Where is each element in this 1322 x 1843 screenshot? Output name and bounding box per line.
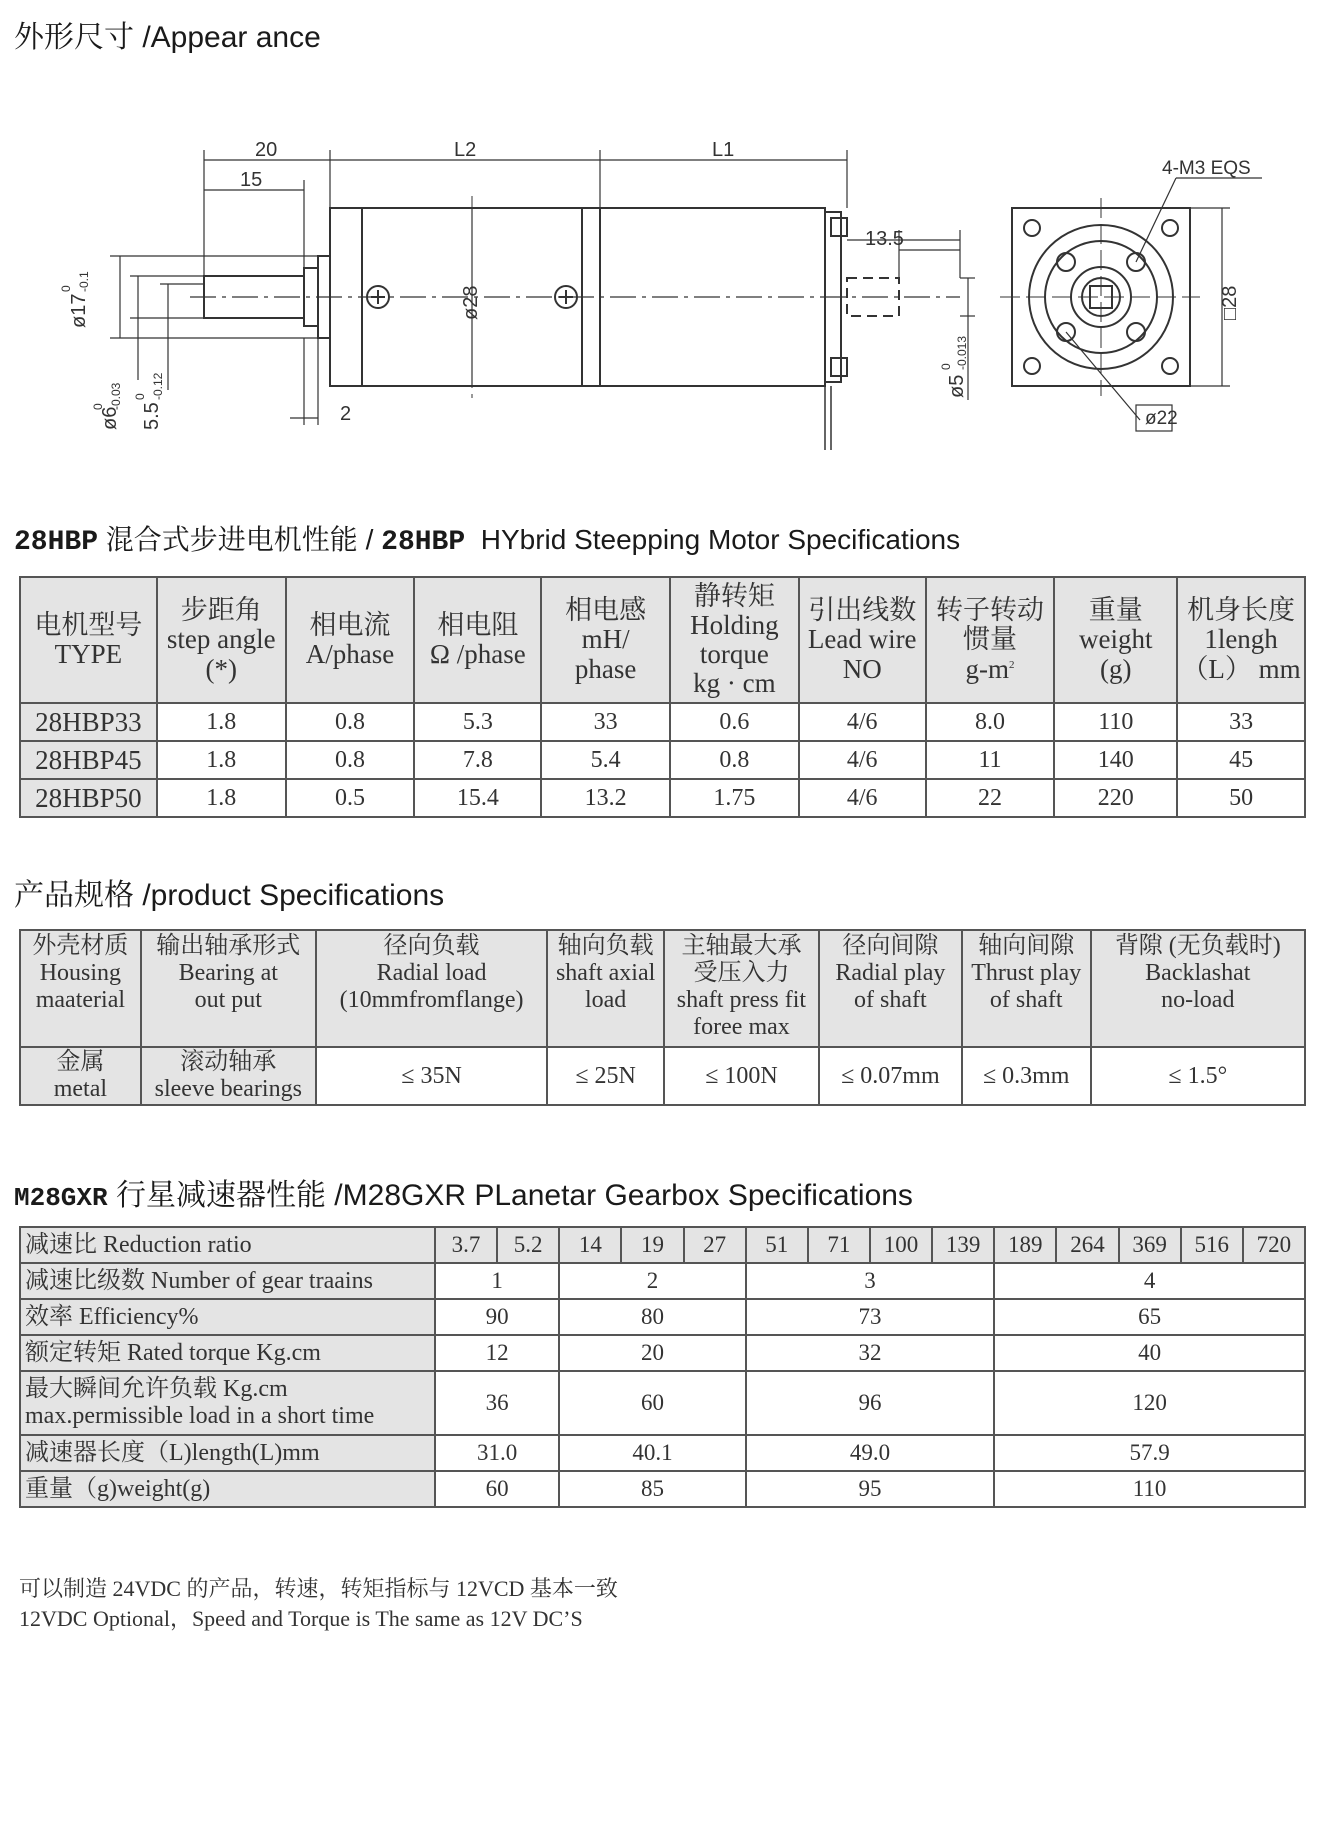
ratio-cell: 27 xyxy=(684,1227,746,1263)
table-row xyxy=(20,1371,1305,1435)
value-cell: 4/6 xyxy=(799,779,926,817)
ratio-cell: 14 xyxy=(559,1227,621,1263)
table-row xyxy=(20,1435,1305,1471)
value-cell: 49.0 xyxy=(746,1435,995,1471)
value-cell: 36 xyxy=(435,1371,559,1435)
value-cell: 32 xyxy=(746,1335,995,1371)
value-cell: 5.4 xyxy=(541,741,670,779)
table-row xyxy=(20,779,1305,817)
value-cell: 8.0 xyxy=(926,703,1055,741)
product-spec-table xyxy=(19,929,1306,1106)
product-header-cell: 径向负载 Radial load (10mmfromflange) xyxy=(316,930,547,1047)
value-cell: 85 xyxy=(559,1471,745,1507)
value-cell: 33 xyxy=(541,703,670,741)
product-value-cell: ≤ 1.5° xyxy=(1091,1047,1305,1105)
motor-header-cell: 引出线数 Lead wire NO xyxy=(799,577,926,703)
motor-header-cell: 电机型号 TYPE xyxy=(20,577,157,703)
dim-l1-label: L1 xyxy=(712,139,735,161)
note-line-1: 可以制造 24VDC 的产品，转速，转矩指标与 12VCD 基本一致 xyxy=(19,1576,618,1601)
value-cell: 0.8 xyxy=(286,741,415,779)
note-line-2: 12VDC Optional，Speed and Torque is The same as 12V DC’S xyxy=(19,1606,583,1631)
value-cell: 4/6 xyxy=(799,741,926,779)
dim-l2-label: L2 xyxy=(454,139,477,161)
holes-label: 4-M3 EQS xyxy=(1162,158,1251,179)
product-value-cell: ≤ 35N xyxy=(316,1047,547,1105)
ratio-cell: 5.2 xyxy=(497,1227,559,1263)
product-header-cell: 主轴最大承 受压入力 shaft press fit foree max xyxy=(664,930,819,1047)
svg-text:-0.1: -0.1 xyxy=(77,271,91,292)
ratio-cell: 51 xyxy=(746,1227,808,1263)
ratio-cell: 720 xyxy=(1243,1227,1305,1263)
product-header-cell: 背隙 (无负载时) Backlashat no-load xyxy=(1091,930,1305,1047)
value-cell: 95 xyxy=(746,1471,995,1507)
ratio-cell: 369 xyxy=(1119,1227,1181,1263)
product-value-cell: ≤ 25N xyxy=(547,1047,664,1105)
product-value-cell: ≤ 100N xyxy=(664,1047,819,1105)
svg-text:-0.013: -0.013 xyxy=(955,335,969,370)
value-cell: 80 xyxy=(559,1299,745,1335)
ratio-cell: 139 xyxy=(932,1227,994,1263)
value-cell: 5.3 xyxy=(414,703,541,741)
model-cell: 28HBP45 xyxy=(20,741,157,779)
motor-header-cell: 相电感 mH/ phase xyxy=(541,577,670,703)
svg-text:0: 0 xyxy=(59,285,73,292)
value-cell: 0.8 xyxy=(286,703,415,741)
svg-text:0: 0 xyxy=(91,403,105,410)
motor-header-cell: 步距角 step angle (*) xyxy=(157,577,286,703)
svg-text:-0.12: -0.12 xyxy=(151,372,165,400)
value-cell: 60 xyxy=(559,1371,745,1435)
value-cell: 90 xyxy=(435,1299,559,1335)
value-cell: 12 xyxy=(435,1335,559,1371)
value-cell: 4 xyxy=(994,1263,1305,1299)
motor-header-cell: 相电阻 Ω /phase xyxy=(414,577,541,703)
value-cell: 7.8 xyxy=(414,741,541,779)
value-cell: 1.75 xyxy=(670,779,799,817)
value-cell: 50 xyxy=(1177,779,1305,817)
table-row xyxy=(20,1471,1305,1507)
dia-17-label: ø17 xyxy=(68,293,90,328)
ratio-cell: 19 xyxy=(621,1227,683,1263)
value-cell: 220 xyxy=(1054,779,1177,817)
value-cell: 1.8 xyxy=(157,779,286,817)
appearance-title: 外形尺寸 /Appear ance xyxy=(14,21,321,54)
table-row xyxy=(20,741,1305,779)
value-cell: 0.5 xyxy=(286,779,415,817)
product-value-cell: ≤ 0.3mm xyxy=(962,1047,1091,1105)
value-cell: 110 xyxy=(1054,703,1177,741)
table-row xyxy=(20,1299,1305,1335)
value-cell: 11 xyxy=(926,741,1055,779)
value-cell: 73 xyxy=(746,1299,995,1335)
motor-section-title: 28HBP 混合式步进电机性能 / 28HBP HYbrid Steepping Motor Specifications xyxy=(14,524,961,558)
square-28-label: □28 xyxy=(1219,285,1241,320)
svg-text:0: 0 xyxy=(133,393,147,400)
value-cell: 20 xyxy=(559,1335,745,1371)
ratio-cell: 189 xyxy=(994,1227,1056,1263)
row-label: 额定转矩 Rated torque Kg.cm xyxy=(20,1335,435,1371)
row-label: 减速比级数 Number of gear traains xyxy=(20,1263,435,1299)
value-cell: 31.0 xyxy=(435,1435,559,1471)
value-cell: 96 xyxy=(746,1371,995,1435)
value-cell: 0.8 xyxy=(670,741,799,779)
ratio-cell: 264 xyxy=(1056,1227,1118,1263)
gearbox-section-title: M28GXR 行星减速器性能 /M28GXR PLanetar Gearbox Specifications xyxy=(14,1179,913,1213)
value-cell: 3 xyxy=(746,1263,995,1299)
table-row xyxy=(20,1263,1305,1299)
product-header-cell: 外壳材质 Housing maaterial xyxy=(20,930,141,1047)
ratio-cell: 516 xyxy=(1181,1227,1243,1263)
value-cell: 1.8 xyxy=(157,703,286,741)
value-cell: 60 xyxy=(435,1471,559,1507)
dimension-drawing xyxy=(0,80,1322,470)
value-cell: 65 xyxy=(994,1299,1305,1335)
row-label: 减速器长度（L)length(L)mm xyxy=(20,1435,435,1471)
product-section-title: 产品规格 /product Specifications xyxy=(14,879,445,912)
row-label: 重量（g)weight(g) xyxy=(20,1471,435,1507)
value-cell: 1.8 xyxy=(157,741,286,779)
gearbox-spec-table xyxy=(19,1226,1306,1508)
motor-header-cell: 转子转动 惯量 $g-m^2$ xyxy=(926,577,1055,703)
table-row xyxy=(20,703,1305,741)
dia-22-label: ø22 xyxy=(1145,408,1178,429)
value-cell: 40 xyxy=(994,1335,1305,1371)
dim-2-label: 2 xyxy=(340,403,352,425)
value-cell: 40.1 xyxy=(559,1435,745,1471)
ratio-cell: 71 xyxy=(808,1227,870,1263)
dim-13-5-label: 13.5 xyxy=(865,228,904,250)
row-label: 最大瞬间允许负载 Kg.cm max.permissible load in a short time xyxy=(20,1371,435,1435)
dia-5-label: ø5 xyxy=(946,374,968,398)
dim-20-label: 20 xyxy=(255,139,278,161)
product-value-cell: ≤ 0.07mm xyxy=(819,1047,962,1105)
motor-header-cell: 相电流 A/phase xyxy=(286,577,415,703)
ratio-cell: 100 xyxy=(870,1227,932,1263)
value-cell: 110 xyxy=(994,1471,1305,1507)
ratio-cell: 3.7 xyxy=(435,1227,497,1263)
value-cell: 4/6 xyxy=(799,703,926,741)
product-value-cell: 滚动轴承 sleeve bearings xyxy=(141,1047,316,1105)
value-cell: 1 xyxy=(435,1263,559,1299)
dia-28-label: ø28 xyxy=(460,285,482,320)
row-label: 效率 Efficiency% xyxy=(20,1299,435,1335)
product-header-cell: 轴向负载 shaft axial load xyxy=(547,930,664,1047)
motor-spec-table xyxy=(19,576,1306,818)
dia-6-label: ø6 xyxy=(99,406,121,430)
value-cell: 57.9 xyxy=(994,1435,1305,1471)
value-cell: 22 xyxy=(926,779,1055,817)
model-cell: 28HBP50 xyxy=(20,779,157,817)
value-cell: 140 xyxy=(1054,741,1177,779)
svg-text:0: 0 xyxy=(939,363,953,370)
value-cell: 13.2 xyxy=(541,779,670,817)
dim-15-label: 15 xyxy=(240,169,263,191)
table-row xyxy=(20,1335,1305,1371)
value-cell: 33 xyxy=(1177,703,1305,741)
value-cell: 45 xyxy=(1177,741,1305,779)
motor-header-cell: 机身长度 1lengh （L） mm xyxy=(1177,577,1305,703)
value-cell: 15.4 xyxy=(414,779,541,817)
flat-5-5-label: 5.5 xyxy=(141,402,163,430)
svg-text:-0.03: -0.03 xyxy=(109,382,123,410)
product-value-cell: 金属 metal xyxy=(20,1047,141,1105)
motor-header-cell: 重量 weight (g) xyxy=(1054,577,1177,703)
product-header-cell: 轴向间隙 Thrust play of shaft xyxy=(962,930,1091,1047)
value-cell: 2 xyxy=(559,1263,745,1299)
motor-header-cell: 静转矩 Holding torque kg · cm xyxy=(670,577,799,703)
model-cell: 28HBP33 xyxy=(20,703,157,741)
value-cell: 0.6 xyxy=(670,703,799,741)
reduction-ratio-label: 减速比 Reduction ratio xyxy=(20,1227,435,1263)
product-header-cell: 径向间隙 Radial play of shaft xyxy=(819,930,962,1047)
product-header-cell: 输出轴承形式 Bearing at out put xyxy=(141,930,316,1047)
value-cell: 120 xyxy=(994,1371,1305,1435)
